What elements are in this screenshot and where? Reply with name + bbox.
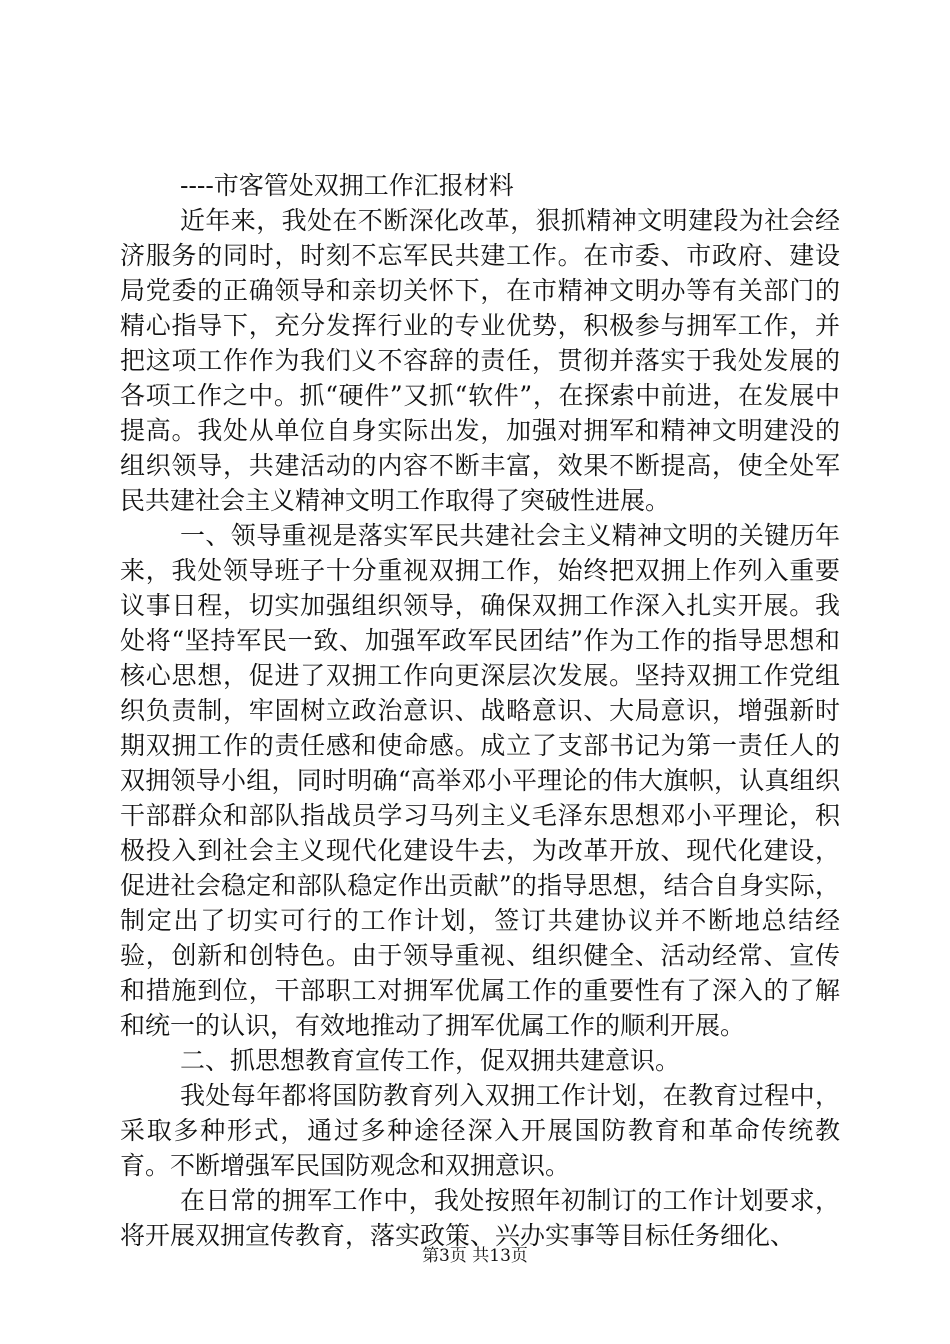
paragraph-daily-work: 在日常的拥军工作中，我处按照年初制订的工作计划要求，将开展双拥宣传教育，落实政策、兴办实事等目标任务细化、: [120, 1186, 840, 1250]
page-number-footer: 第3页 共13页: [422, 1246, 528, 1266]
paragraph-intro: 近年来，我处在不断深化改革，狠抓精神文明建段为社会经济服务的同时，时刻不忘军民共建工作。在市委、市政府、建设局党委的正确领导和亲切关怀下，在市精神文明办等有关部门的精心指导下，充分发挥行业的专业优势，积极参与拥军工作，并把这项工作作为我们义不容辞的责任，贯彻并落实于我处发展的各项工作之中。抓“硬件”又抓“软件”，在探索中前进，在发展中提高。我处从单位自身实际出发，加强对拥军和精神文明建没的组织领导，共建活动的内容不断丰富，效果不断提高，使全处军民共建社会主义精神文明工作取得了突破性进展。: [120, 206, 840, 515]
section-two-heading: 二、抓思想教育宣传工作，促双拥共建意识。: [180, 1046, 681, 1075]
document-subtitle: ----市客管处双拥工作汇报材料: [180, 171, 514, 200]
document-body: [120, 168, 840, 1253]
paragraph-education: 我处每年都将国防教育列入双拥工作计划，在教育过程中，采取多种形式，通过多种途径深入开展国防教育和革命传统教育。不断增强军民国防观念和双拥意识。: [120, 1081, 840, 1180]
paragraph-section-one: 一、领导重视是落实军民共建社会主义精神文明的关键历年来，我处领导班子十分重视双拥工作，始终把双拥上作列入重要议事日程，切实加强组织领导，确保双拥工作深入扎实开展。我处将“坚持军民一致、加强军政军民团结”作为工作的指导思想和核心思想，促进了双拥工作向更深层次发展。坚持双拥工作党组织负责制，牢固树立政治意识、战略意识、大局意识，增强新时期双拥工作的责任感和使命感。成立了支部书记为第一责任人的双拥领导小组，同时明确“高举邓小平理论的伟大旗帜，认真组织干部群众和部队指战员学习马列主义毛泽东思想邓小平理论，积极投入到社会主义现代化建设牛去，为改革开放、现代化建设，促进社会稳定和部队稳定作出贡献”的指导思想，结合自身实际，制定出了切实可行的工作计划，签订共建协议并不断地总结经验，创新和创特色。由于领导重视、组织健全、活动经常、宣传和措施到位，干部职工对拥军优属工作的重要性有了深入的了解和统一的认识，有效地推动了拥军优属工作的顺利开展。: [120, 521, 840, 1040]
